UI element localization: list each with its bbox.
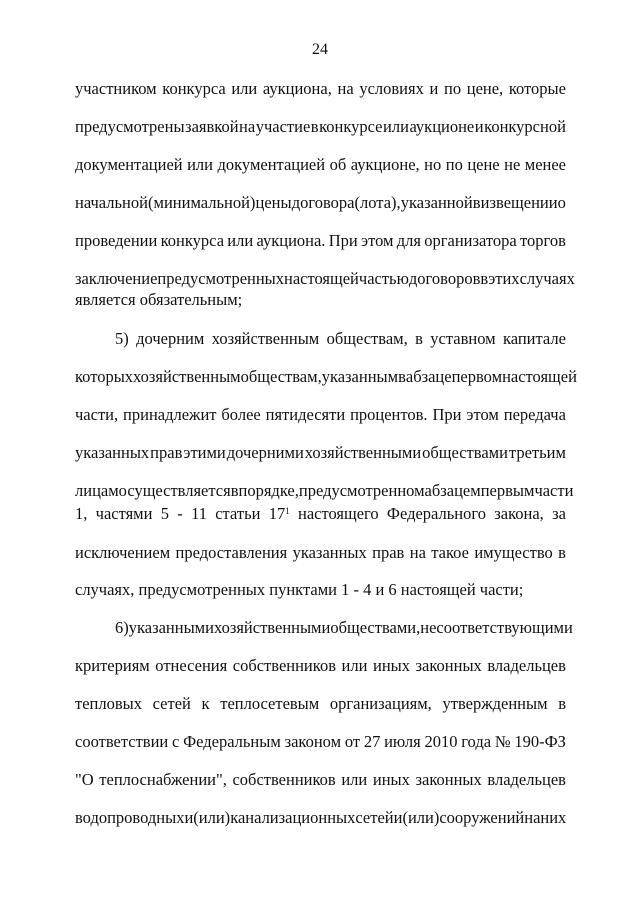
word: случаях [519, 269, 575, 288]
word: к [201, 694, 210, 713]
word: части, [75, 405, 119, 424]
word: сетей [152, 694, 191, 713]
word: законом [284, 732, 342, 751]
text-line [75, 656, 566, 676]
word: прав [372, 543, 405, 562]
word: хозяйственным [133, 367, 241, 386]
text-line: является обязательным; [75, 290, 243, 309]
word: сооружений [439, 808, 525, 827]
word: предусмотренных [157, 269, 285, 288]
word: водопроводных [75, 808, 185, 827]
word: этих [488, 269, 520, 288]
word: документацией [75, 155, 183, 174]
word: собственников [232, 770, 336, 789]
word: части [534, 481, 574, 500]
word: сетей [355, 808, 394, 827]
word: конкурса [160, 231, 225, 250]
word: конкурсе [319, 117, 383, 136]
word: частями [95, 504, 153, 523]
word: предоставления [175, 543, 288, 562]
word: иных [372, 770, 410, 789]
word: первом [451, 367, 503, 386]
word: настоящей [284, 269, 359, 288]
word: такое [431, 543, 469, 562]
page-number: 24 [312, 41, 328, 58]
word: владельцев [487, 770, 566, 789]
word: за [552, 504, 566, 523]
word: законных [415, 656, 482, 675]
word: имущество [474, 543, 553, 562]
word: менее [524, 155, 566, 174]
word: проведении [75, 231, 158, 250]
word: с [172, 732, 180, 751]
word: них [540, 808, 567, 827]
word: Федерального [386, 504, 486, 523]
word: соответствии [75, 732, 169, 751]
word: в [558, 694, 566, 713]
word: $17^1$ [268, 504, 290, 523]
word: июля [384, 732, 421, 751]
word: в [230, 481, 239, 500]
word: хозяйственными [213, 618, 331, 637]
word: участником [75, 79, 157, 98]
text-line [75, 504, 566, 524]
word: обществами [422, 443, 508, 462]
word: о [557, 193, 566, 212]
word: конкурса [162, 79, 226, 98]
word: для [396, 231, 421, 250]
word: на [409, 543, 426, 562]
word: хозяйственным [211, 329, 320, 348]
word: по [445, 155, 463, 174]
word: хозяйственными [304, 443, 422, 462]
word: иных [372, 656, 410, 675]
word: указанными [128, 618, 214, 637]
word: аукционе [409, 117, 475, 136]
word: 1, [75, 504, 88, 523]
word: теплосетевым [220, 694, 320, 713]
word: договоров [408, 269, 481, 288]
word: цене, [466, 79, 504, 98]
word: отнесения [155, 656, 228, 675]
text-line [75, 269, 575, 289]
word: указанным [321, 367, 399, 386]
word: обществам, [240, 367, 322, 386]
word: лицам [75, 481, 119, 500]
word: владельцев [487, 656, 566, 675]
word: на [524, 808, 541, 827]
word: в [398, 367, 406, 386]
word: об [329, 155, 347, 174]
word: 2010 [424, 732, 458, 751]
word: от [344, 732, 361, 751]
word: или [187, 155, 213, 174]
word: 5) [115, 329, 129, 348]
text-line [115, 618, 573, 638]
word: порядке, [238, 481, 299, 500]
word: дочерними [226, 443, 304, 462]
text-line [75, 231, 566, 251]
word: статьи [215, 504, 261, 523]
word: тепловых [75, 694, 142, 713]
word: в [472, 193, 481, 212]
word: года [461, 732, 492, 751]
word: в [480, 269, 489, 288]
word: абзацем [424, 481, 481, 500]
word: документацией [217, 155, 326, 174]
word: "О [75, 770, 94, 789]
word: указанных [75, 443, 150, 462]
word: и [184, 808, 194, 827]
superscript: 1 [285, 506, 290, 516]
text-line: случаях, предусмотренных пунктами 1 - 4 и 6 настоящей части; [75, 580, 524, 599]
word: или [383, 117, 409, 136]
word: но [424, 155, 442, 174]
word: пятидесяти [265, 405, 346, 424]
word: настоящего [298, 504, 379, 523]
text-line [75, 543, 566, 563]
word: аукциона, [262, 79, 332, 98]
word: в [558, 543, 566, 562]
text-line [75, 443, 566, 463]
word: этом [361, 231, 394, 250]
word: на [337, 79, 354, 98]
word: и [393, 808, 403, 827]
word: капитале [502, 329, 566, 348]
word: обществами, [330, 618, 421, 637]
word: этом [466, 405, 499, 424]
word: 11 [191, 504, 207, 523]
word: цены [255, 193, 292, 212]
word: собственников [232, 656, 336, 675]
word: указанных [292, 543, 367, 562]
word: и [429, 79, 439, 98]
word: или [341, 770, 368, 789]
word: При [328, 231, 358, 250]
word: законных [415, 770, 482, 789]
word: исключением [75, 543, 171, 562]
text-line [75, 117, 566, 137]
word: частью [358, 269, 409, 288]
word: третьим [508, 443, 566, 462]
word: 190-ФЗ [514, 732, 566, 751]
word: соответствующими [436, 618, 573, 637]
word: торгов [520, 231, 566, 250]
text-line [75, 367, 577, 387]
text-line [75, 405, 566, 425]
word: предусмотрены [75, 117, 185, 136]
word: прав [150, 443, 183, 462]
word: закона, [494, 504, 544, 523]
word: или [341, 656, 368, 675]
word: процентов. [350, 405, 428, 424]
word: участие [255, 117, 311, 136]
word: аукционе, [350, 155, 420, 174]
word: на [239, 117, 256, 136]
word: этими [183, 443, 226, 462]
text-line [75, 770, 566, 790]
word: настоящей [502, 367, 577, 386]
word: (минимальной) [148, 193, 256, 212]
word: обществам, [326, 329, 408, 348]
text-line [75, 481, 574, 501]
word: осуществляется [118, 481, 231, 500]
text-line [75, 694, 566, 714]
word: которые [508, 79, 566, 98]
word: в [415, 329, 423, 348]
word: № [494, 732, 511, 751]
text-line [115, 329, 566, 349]
word: первым [480, 481, 535, 500]
word: уставном [430, 329, 496, 348]
text-line [75, 732, 566, 752]
word: 5 [160, 504, 169, 523]
word: теплоснабжении", [99, 770, 227, 789]
word: аукциона. [256, 231, 326, 250]
word: канализационных [230, 808, 356, 827]
word: 27 [363, 732, 381, 751]
word: Федеральным [183, 732, 281, 751]
word: (или) [402, 808, 440, 827]
word: организациям, [329, 694, 432, 713]
word: (или) [193, 808, 231, 827]
word: в [310, 117, 319, 136]
word: заявкой [185, 117, 239, 136]
word: или [227, 231, 254, 250]
word: дочерним [136, 329, 205, 348]
word: более [221, 405, 261, 424]
word: начальной [75, 193, 148, 212]
word: не [420, 618, 437, 637]
word: которых [75, 367, 134, 386]
word: или [231, 79, 258, 98]
word: указанной [400, 193, 473, 212]
word: организатора [424, 231, 517, 250]
word: цене [467, 155, 500, 174]
word: по [444, 79, 462, 98]
word: предусмотренном [298, 481, 425, 500]
word: абзаце [405, 367, 452, 386]
word: принадлежит [123, 405, 217, 424]
text-line [75, 79, 566, 99]
word: не [504, 155, 521, 174]
word: утвержденным [442, 694, 548, 713]
word: договора [291, 193, 355, 212]
word: заключение [75, 269, 158, 288]
word: конкурсной [484, 117, 566, 136]
text-line [75, 193, 566, 213]
text-line [75, 808, 566, 828]
word: критериям [75, 656, 150, 675]
word: При [432, 405, 462, 424]
word: 6) [115, 618, 129, 637]
word: и [474, 117, 484, 136]
word: передача [503, 405, 566, 424]
text-line [75, 155, 566, 175]
word: (лота), [354, 193, 401, 212]
word: - [177, 504, 183, 523]
word: извещении [480, 193, 558, 212]
word: условиях [359, 79, 424, 98]
